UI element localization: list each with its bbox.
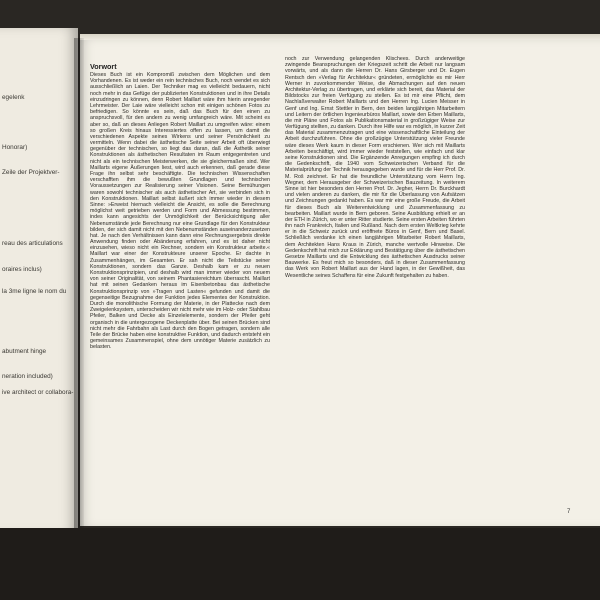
- left-page-fragment: Zeile der Projektver-: [2, 169, 60, 176]
- body-text: noch zur Verwendung gelangenden Klischees. Durch anderweitige zwingende Beanspruchungen der Kriegszeit schritt die Arbeit nur langsam vorwärts, und als dann die Herren Dr. Hans Girsberger und Dr. Eugen Rentsch den »Verlag für Architektur« gründeten, ermöglichte es mir Herr Werner in zuvorkommender Weise, die Abmachungen auf den neuen Architektur-Verlag zu übertragen, und erklärte sich bereit, das Material der Bildstocks zur freien Verfügung zu stellen. Es ist mir eine Pflicht, dem Nachlaßverwalter Robert Maillarts und den Herren Ing. Lucien Meisser in Genf und Ing. Ernst Stettler in Bern, den beiden langjährigen Mitarbeitern und Leitern der örtlichen Ingenieurbüros Maillart, sowie den Erben Maillarts, die mir Pläne und Fotos als Publikationsmaterial in großzügiger Weise zur Verfügung stellten, zu danken. Durch ihre Hilfe war es möglich, in kurzer Zeit das Material zusammenzutragen und eine wissenschaftliche Einteilung der Arbeit durchzuführen. Ohne die großzügige Unterstützung vieler Freunde wäre dieses Werk kaum in dieser Form erschienen. Wer sich mit Maillarts Arbeiten beschäftigt, wird immer wieder feststellen, wie einfach und klar seine Konstruktionen sind. Die Ergänzende Anregungen empfing ich durch die Gedenkschrift, die 1940 vom Schweizerischen Verband für die Materialprüfung der Technik herausgegeben wurde und für die Herr Prof. Dr. M. Roš zeichnet. Er hat die freundliche Unterstützung vom Herrn Ing. Wegner, dem Herausgeber der Schweizerischen Bauzeitung. In weiterem Sinne ist hier besonders den Herren Prof. Dr. Jegher, Herrn Dr. Burckhardt und vielen anderen zu danken, die mir für die Überlassung von Aufsätzen und Zeichnungen gedankt haben. Es war mir eine große Freude, die Arbeit für dieses Buch als Weiterentwicklung und Zusammenfassung zu bearbeiten. Maillart wurde in Bern geboren. Seine Ausbildung erhielt er an der ETH in Zürich, wo er unter Ritter studierte. Seine ersten Arbeiten führten ihn nach Frankreich, Italien und Rußland. Nach dem ersten Weltkrieg kehrte er in die Schweiz zurück und eröffnete Büros in Genf, Bern und Basel. Schließlich verdanke ich einen langjährigen Mitarbeiter Robert Maillarts, dem Architekten Hans Kraus in Zürich, manche wertvolle Hinweise. Die Gedenkschrift hat mich zur Erklärung und Bestätigung über die ästhetischen Gesetze Maillarts und die Entwicklung des ästhetischen Ausdrucks seiner Bauwerke. Es freut mich so besonders, daß in dieser Zusammenfassung das Werk von Robert Maillart aus der Hand lagen, in der Gewißheit, das Wesentliche seines Schaffens für eine Zukunft festgehalten zu haben.: [285, 56, 465, 279]
- page-heading: Vorwort: [90, 62, 117, 71]
- book-gutter: [74, 38, 84, 528]
- page-number: 7: [567, 509, 571, 515]
- left-page-fragment: ive architect or collabora-: [2, 389, 74, 396]
- table-surface: [0, 528, 600, 600]
- left-page-fragment: neration included): [2, 373, 53, 380]
- left-page-fragment: la 3me ligne le nom du: [2, 288, 67, 295]
- left-page-fragment: abutment hinge: [2, 348, 47, 355]
- text-column-left: [90, 72, 270, 516]
- left-page-fragment: Honorar): [2, 144, 28, 151]
- left-page: [0, 28, 78, 533]
- text-column-right: [285, 56, 465, 516]
- body-text: Dieses Buch ist ein Kompromiß zwischen dem Möglichen und dem Vorhandenen. Es ist weder ein rein technisches Buch, noch wendet es sich ausschließlich an Laien. Der Techniker mag es vielleicht bedauern, nicht noch mehr in das Gefüge der publizierten Konstruktionen und in ihre Details einzudringen zu können, denn Robert Maillart wäre ihm hierin anregender Lehrmeister. Der Laie wäre vielleicht schon mit einigen schönen Fotos zu befriedigen. So könnte es sein, daß das Buch für den einen zu anspruchsvoll, für den andern zu wenig umfangreich wäre. Mit scheint es aber so, daß an dieses Anliegen Robert Maillart zu umgreifen wäre: einem so großen Kreis hinaus Interessiertes offen zu lassen, um damit die verschiedenen Aspekte seines Wirkens und seiner Persönlichkeit zu vermitteln. Wenn dabei die ästhetische Seite seiner Arbeit oft überwiegt gegenüber der technischen, so liegt das daran, daß die Ästhetik seiner Konstruktionen als ästhetischen Resultaten im Raum entgegentreten und nicht als ein technischen Meisterwerken, die sie gleichermaßen sind. Wer Maillarts eigene Äußerungen liest, wird auch erkennen, daß gerade diese Frage ihn selbst sehr beschäftigte. Die technischen Wissenschaften verschafften ihm die bewußten Grundlagen und technischen Voraussetzungen zur Realisierung seiner Visionen. Seine Bemühungen waren sowohl technischer als auch ästhetischer Art, sie verbinden sich in den Konstruktionen. Maillart selbst äußert sich immer wieder in diesem Sinne: »Erweist hiernach vielleicht die Ansicht, es solle die Berechnung möglichst weit getrieben werden und Form und Abmessung bestimmen, indes kann angesichts der Unmöglichkeit der Berücksichtigung aller Nebenumstände jede Berechnung nur eine Grundlage für den Konstrukteur bilden, der sich damit nicht mit den Nebenumständen auseinanderzusetzen hat. Je nach den Verhältnissen kann dann eine Rechnungsergebnis direkte Anwendung finden oder Abänderung erfahren, und es ist daher nicht einzusehen, wieso nicht ein Rechner, sondern ein Konstrukteur arbeite.« Maillart war einer der Konstrukteure unserer Epoche. Er dachte in Zusammenhängen, im Gesamten. Er sah nicht die Teilstücke seiner Konstruktionen, sondern das Ganze. Deshalb kam er zu neuen Konstruktionsprinzipien, und deshalb wird man immer wieder von neuem von seiner Originalität, von seinem Phantasiereichtum überrascht. Maillart hat mit seinen Gedanken heraus im Eisenbetonbau das ästhetische Konstruktionsprinzip von »Tragen und Lasten« gefunden und damit die gegenseitige Bezugnahme der Funktion jedes Elementes der Konstruktion. Durch die monolithische Formung der Materie, in der Plattecke nach dem Zweigelenksystem, unterscheiden wir nicht mehr wie im Holz- oder Stahlbau Pfeiler, Balken und Decke als Einzelelemente, sondern der Pfeiler geht organisch in die untergezogene Deckenplatte über. Bei seinen Brücken sind nicht mehr die Fahrbahn als Last durch den Bogen getragen, sondern alle Teile der Brücke haben eine konstruktive Funktion, und dadurch entsteht ein gemeinsames Zusammenspiel, ohne dem unnötiger Materie zusätzlich zu belasten.: [90, 72, 270, 351]
- left-page-fragment: reau des articulations: [2, 240, 63, 247]
- left-page-fragment: oraires inclus): [2, 266, 42, 273]
- left-page-fragment: egelenk: [2, 94, 25, 101]
